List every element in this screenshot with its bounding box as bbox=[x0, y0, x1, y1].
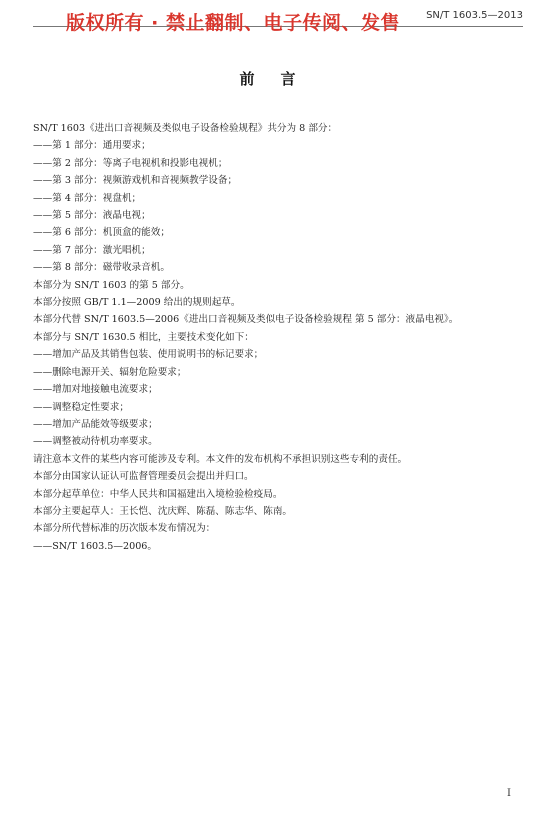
foreword-line: 本部分所代替标准的历次版本发布情况为： bbox=[33, 523, 216, 535]
page-number: I bbox=[507, 788, 511, 799]
foreword-line: ——第 5 部分：液晶电视； bbox=[33, 210, 151, 222]
foreword-line: ——第 6 部分：机顶盒的能效； bbox=[33, 227, 170, 239]
foreword-line: ——调整被动待机功率要求。 bbox=[33, 436, 158, 448]
foreword-line: ——第 4 部分：视盘机； bbox=[33, 192, 142, 204]
page-title: 前言 bbox=[239, 70, 322, 88]
foreword-line: ——删除电源开关、辐射危险要求； bbox=[33, 366, 187, 378]
foreword-line: ——增加产品能效等级要求； bbox=[33, 418, 158, 430]
foreword-line: 本部分起草单位：中华人民共和国福建出入境检验检疫局。 bbox=[33, 488, 283, 500]
foreword-line: SN/T 1603《进出口音视频及类似电子设备检验规程》共分为 8 部分： bbox=[33, 123, 338, 134]
foreword-line: 本部分代替 SN/T 1603.5—2006《进出口音视频及类似电子设备检验规程 第 5 部分：液晶电视》。 bbox=[33, 314, 459, 326]
foreword-body bbox=[33, 120, 525, 555]
foreword-line: ——调整稳定性要求； bbox=[33, 401, 129, 413]
foreword-line: ——增加对地接触电流要求； bbox=[33, 384, 158, 396]
standard-code: SN/T 1603.5—2013 bbox=[426, 10, 523, 21]
foreword-line: 请注意本文件的某些内容可能涉及专利。本文件的发布机构不承担识别这些专利的责任。 bbox=[33, 453, 408, 465]
foreword-line: ——增加产品及其销售包装、使用说明书的标记要求； bbox=[33, 349, 264, 361]
foreword-line: ——第 7 部分：激光唱机； bbox=[33, 244, 151, 256]
foreword-line: ——第 8 部分：磁带收录音机。 bbox=[33, 262, 170, 274]
foreword-line: 本部分为 SN/T 1603 的第 5 部分。 bbox=[33, 279, 190, 291]
foreword-line: ——SN/T 1603.5—2006。 bbox=[33, 540, 158, 552]
foreword-line: 本部分由国家认证认可监督管理委员会提出并归口。 bbox=[33, 471, 254, 483]
foreword-line: ——第 2 部分：等离子电视机和投影电视机； bbox=[33, 157, 228, 169]
foreword-line: 本部分主要起草人：王长恺、沈庆辉、陈磊、陈志华、陈南。 bbox=[33, 505, 293, 517]
foreword-line: 本部分与 SN/T 1630.5 相比，主要技术变化如下： bbox=[33, 331, 254, 343]
foreword-line: 本部分按照 GB/T 1.1—2009 给出的规则起草。 bbox=[33, 297, 241, 309]
watermark: 版权所有 · 禁止翻制、电子传阅、发售 bbox=[66, 12, 400, 34]
foreword-line: ——第 1 部分：通用要求； bbox=[33, 140, 151, 152]
foreword-line: ——第 3 部分：视频游戏机和音视频教学设备； bbox=[33, 175, 238, 187]
